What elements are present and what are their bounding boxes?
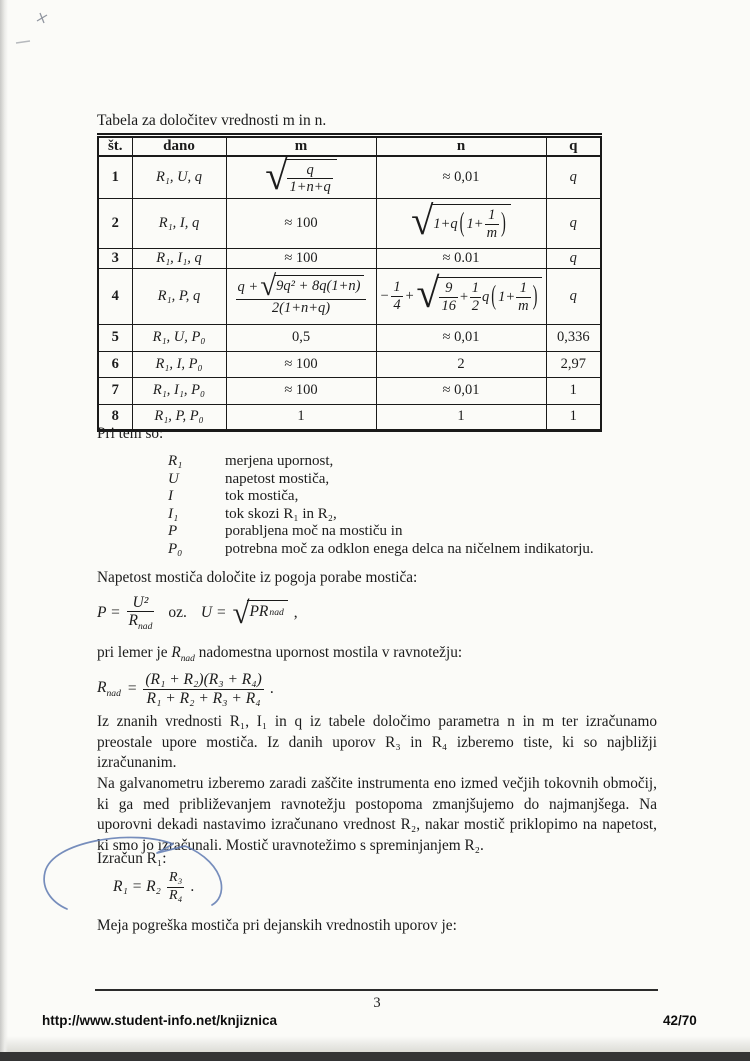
definition-row	[168, 523, 594, 541]
cell-dano: R₁, I₁, q	[132, 248, 226, 268]
table-row	[98, 268, 601, 324]
pri-lemer-paragraph	[97, 643, 462, 670]
cell-n: 1	[376, 404, 546, 430]
fraction-denominator: 1+n+q	[289, 179, 331, 196]
cell-q: q	[546, 268, 601, 324]
cell-m-formula	[226, 268, 376, 324]
cell-no	[98, 198, 132, 248]
subscript: nad	[269, 606, 284, 618]
fraction-numerator: 1	[393, 278, 401, 295]
cell-m-formula	[226, 156, 376, 198]
cell-q: q	[546, 156, 601, 198]
paragraph-2: Na galvanometru izberemo zaradi zaščite instrumenta eno izmed večjih tokovnih območij, ki ga med približevanjem ravnotežju postopoma zmanjšujemo do najmanjšega. Na uporovni dekadi nastavimo izračunano vrednost R₂, nakar mostič priklopimo na napetost, ki smo jo izračunali. Mostič uravnotežimo s spreminjanjem R₂.	[97, 775, 657, 854]
definition-text: potrebna moč za odklon enega delca na ničelnem indikatorju.	[225, 540, 594, 557]
row-number: 4	[111, 287, 119, 304]
pri-tem-label: Pri tem so:	[97, 425, 164, 442]
meja-paragraph: Meja pogreška mostiča pri dejanskih vrednostih uporov je:	[97, 917, 457, 934]
cell-m: 0,5	[226, 324, 376, 351]
cell-no	[98, 377, 132, 404]
handwritten-circle-annotation	[33, 828, 233, 916]
cell-no	[98, 156, 132, 198]
definition-row	[168, 541, 594, 559]
scan-edge-bottom	[0, 1052, 750, 1061]
definition-row	[168, 453, 594, 471]
table-header-row	[98, 136, 601, 157]
cell-q: 2,97	[546, 351, 601, 377]
fraction-denominator: m	[486, 225, 498, 241]
definition-symbol: U	[168, 470, 179, 487]
math-token: 1+q	[433, 216, 458, 232]
fraction-denominator: 16	[441, 298, 456, 314]
power-formula	[97, 592, 298, 634]
sqrt-expression	[411, 198, 511, 244]
cell-n: ≈ 0,01	[376, 377, 546, 404]
col-header-dano: dano	[132, 136, 226, 157]
row-number: 3	[111, 249, 119, 266]
sqrt-expression	[416, 271, 542, 318]
table-caption: Tabela za določitev vrednosti m in n.	[97, 112, 327, 129]
equals-sign: =	[126, 680, 138, 697]
fraction-numerator: (R₁ + R₂)(R₃ + R₄)	[145, 670, 262, 688]
definition-row	[168, 488, 594, 506]
subscript: nad	[180, 654, 195, 665]
cell-m: 1	[226, 404, 376, 430]
cell-n: 2	[376, 351, 546, 377]
footer-rule	[95, 989, 658, 991]
definition-symbol: I	[168, 488, 173, 505]
definition-symbol: P₀	[168, 540, 183, 557]
right-paren: )	[501, 208, 506, 239]
cell-dano: R₁, P, q	[132, 268, 226, 324]
cell-dano: R₁, U, q	[132, 156, 226, 198]
radical-sign: √	[232, 595, 250, 631]
fraction-numerator: 9	[439, 280, 458, 298]
table-row	[98, 248, 601, 268]
table-row	[98, 156, 601, 198]
cell-n-formula	[376, 198, 546, 248]
math-token: R	[171, 644, 181, 661]
math-token: −	[379, 287, 390, 304]
oz-connector: oz.	[168, 604, 187, 621]
cell-q: q	[546, 198, 601, 248]
definition-symbol: I₁	[168, 505, 179, 522]
fraction-denominator: R₁ + R₂ + R₃ + R₄	[146, 689, 261, 707]
definition-text: tok skozi R₁ in R₂,	[225, 505, 337, 522]
math-token: q +	[237, 278, 259, 295]
pen-mark-top-left	[5, 5, 65, 55]
left-paren: (	[491, 281, 497, 312]
napetost-paragraph: Napetost mostiča določite iz pogoja porabe mostiča:	[97, 569, 418, 586]
fraction-numerator: 1	[471, 280, 479, 297]
fraction-numerator	[236, 270, 367, 303]
definition-text: merjena upornost,	[225, 453, 334, 469]
footer-pagination: 42/70	[663, 1013, 697, 1028]
cell-n: ≈ 0.01	[376, 248, 546, 268]
table-row	[98, 198, 601, 248]
cell-dano: R₁, I, P₀	[132, 351, 226, 377]
math-token	[97, 679, 121, 699]
radical-sign: √	[411, 198, 434, 244]
fraction-numerator: R₃	[167, 870, 184, 887]
table-row	[98, 377, 601, 404]
math-token: P =	[97, 604, 121, 621]
radical-sign: √	[416, 271, 440, 318]
footer-url: http://www.student-info.net/knjiznica	[42, 1013, 277, 1028]
izracun-label: Izračun R₁:	[97, 850, 167, 867]
fraction-denominator: m	[518, 298, 529, 314]
definition-row	[168, 471, 594, 489]
sqrt-expression	[232, 595, 287, 631]
text-token: pri lemer je	[97, 644, 172, 661]
row-number: 8	[111, 408, 119, 424]
row-number: 6	[111, 355, 119, 372]
math-token: U =	[200, 604, 227, 621]
fraction-denominator: 4	[393, 296, 401, 313]
math-token: +	[404, 287, 415, 304]
math-token: +	[458, 289, 469, 305]
radical-sign: √	[260, 270, 277, 303]
definition-text: porabljena moč na mostiču in	[225, 523, 403, 540]
math-token: 1+	[466, 216, 484, 232]
math-token: ,	[293, 604, 298, 621]
col-header-n: n	[376, 136, 546, 157]
row-number: 7	[111, 382, 119, 398]
cell-m: ≈ 100	[226, 248, 376, 268]
page-number: 3	[373, 995, 381, 1011]
rnad-formula	[97, 668, 274, 710]
fraction-denominator: 2	[471, 298, 479, 314]
table-row	[98, 351, 601, 377]
scan-shade-bottom	[0, 1036, 750, 1052]
math-token: R	[128, 612, 138, 630]
row-number: 5	[111, 329, 119, 345]
math-token: PR	[249, 603, 269, 621]
cell-no	[98, 351, 132, 377]
math-token: R₁ = R₂	[113, 878, 161, 895]
cell-q: 1	[546, 404, 601, 430]
definition-symbol: P	[168, 523, 178, 540]
cell-no	[98, 268, 132, 324]
fraction-denominator	[127, 612, 155, 632]
table-row	[98, 404, 601, 430]
sqrt-expression	[265, 156, 337, 198]
cell-m: ≈ 100	[226, 198, 376, 248]
sqrt-expression	[260, 270, 364, 303]
paragraph-1: Iz znanih vrednosti R₁, I₁ in q iz tabele določimo parametra n in m ter izračunamo preostale upore mostiča. Iz danih uporov R₃ in R₄ izberemo tiste, ki so najbližji izračunanim.	[97, 713, 657, 771]
cell-q: 1	[546, 377, 601, 404]
definition-text: tok mostiča,	[225, 488, 299, 505]
symbol-definitions	[168, 453, 594, 559]
scan-edge-left	[0, 0, 8, 1061]
math-token: 9q² + 8q(1+n)	[274, 275, 364, 295]
fraction-numerator: 1	[485, 207, 499, 225]
fraction-numerator: 1	[516, 280, 530, 298]
right-paren: )	[532, 281, 538, 312]
cell-n: ≈ 0,01	[376, 324, 546, 351]
subscript: nad	[138, 621, 153, 633]
cell-dano: R₁, I₁, P₀	[132, 377, 226, 404]
cell-no	[98, 324, 132, 351]
left-paren: (	[459, 208, 465, 239]
radical-sign: √	[265, 156, 288, 198]
col-header-q: q	[546, 136, 601, 157]
text-token: nadomestna upornost mostila v ravnotežju:	[194, 644, 463, 661]
fraction-denominator: 2(1+n+q)	[271, 300, 331, 317]
col-header-m: m	[226, 136, 376, 157]
parameter-table	[97, 133, 602, 432]
math-token: 1+	[498, 289, 516, 305]
cell-q: 0,336	[546, 324, 601, 351]
definition-symbol: R₁	[168, 453, 183, 469]
math-token: .	[190, 878, 195, 895]
fraction-numerator: q	[287, 162, 332, 180]
definition-text: napetost mostiča,	[225, 470, 330, 487]
cell-m: ≈ 100	[226, 377, 376, 404]
row-number: 1	[111, 168, 119, 185]
fraction-denominator: R₄	[168, 887, 183, 903]
cell-n: ≈ 0,01	[376, 156, 546, 198]
fraction-numerator: U²	[127, 594, 155, 613]
table-row	[98, 324, 601, 351]
cell-dano: R₁, I, q	[132, 198, 226, 248]
col-header-st: št.	[98, 136, 132, 157]
math-token: .	[269, 680, 274, 697]
subscript: nad	[106, 688, 121, 700]
cell-no	[98, 248, 132, 268]
cell-q: q	[546, 248, 601, 268]
row-number: 2	[111, 214, 119, 231]
math-token: q	[482, 289, 490, 305]
definition-row	[168, 506, 594, 524]
cell-m: ≈ 100	[226, 351, 376, 377]
cell-dano: R₁, P, P₀	[132, 404, 226, 430]
math-token: R	[97, 678, 107, 696]
cell-n-formula	[376, 268, 546, 324]
cell-dano: R₁, U, P₀	[132, 324, 226, 351]
